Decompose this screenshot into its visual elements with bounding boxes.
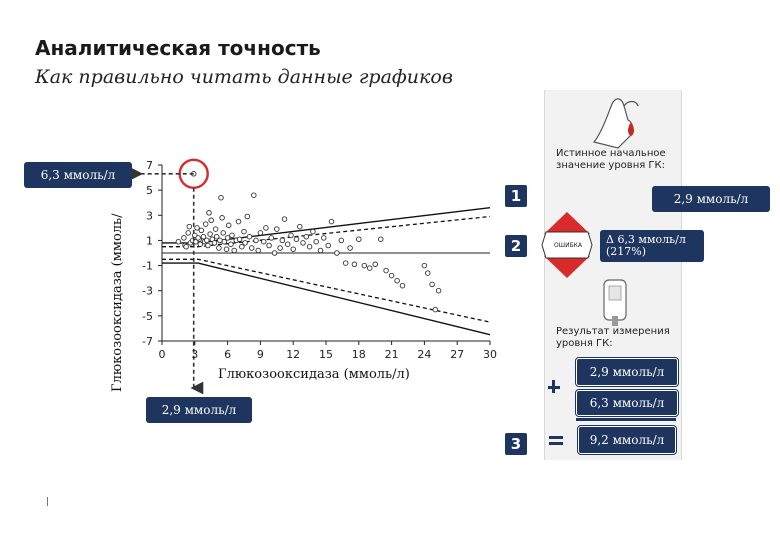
step-badge-1: 1	[505, 185, 527, 207]
data-point	[261, 239, 266, 244]
added-error-box: 6,3 ммоль/л	[576, 390, 678, 416]
equals-sign-top	[549, 436, 563, 439]
x-axis-label: Глюкозооксидаза (ммоль/л)	[218, 367, 410, 382]
data-point	[348, 246, 353, 251]
data-point	[213, 227, 218, 232]
data-point	[378, 237, 383, 242]
data-point	[291, 247, 296, 252]
data-point	[267, 243, 272, 248]
data-point	[326, 243, 331, 248]
data-point	[230, 233, 235, 238]
data-point	[254, 238, 259, 243]
data-point	[242, 229, 247, 234]
data-point	[198, 242, 203, 247]
delta-box: Δ 6,3 ммоль/л (217%)	[600, 230, 704, 262]
data-point	[249, 246, 254, 251]
data-point	[237, 237, 242, 242]
data-point	[384, 268, 389, 273]
data-point	[226, 223, 231, 228]
meter-value-box: 2,9 ммоль/л	[576, 358, 678, 386]
x-tick-label: 9	[256, 348, 264, 361]
data-point	[272, 251, 277, 256]
data-point	[217, 246, 222, 251]
data-point	[294, 237, 299, 242]
y-tick-label: 5	[146, 184, 153, 198]
data-point	[219, 195, 224, 200]
x-tick-label: 18	[351, 348, 366, 361]
y-tick-label: 1	[146, 234, 153, 248]
data-point	[433, 307, 438, 312]
y-tick-label: 3	[146, 209, 153, 223]
data-point	[264, 226, 269, 231]
data-point	[307, 244, 312, 249]
data-point	[186, 231, 191, 236]
result-label: Результат измерения уровня ГК:	[556, 326, 670, 349]
page-title: Аналитическая точность	[35, 36, 321, 60]
page-subtitle: Как правильно читать данные графиков	[35, 66, 453, 88]
x-tick-label: 27	[450, 348, 465, 361]
data-point	[318, 248, 323, 253]
data-point	[322, 236, 327, 241]
glucose-meter-icon	[600, 276, 640, 326]
error-label: ОШИБКА	[553, 242, 583, 249]
data-point	[222, 239, 227, 244]
step-badge-3: 3	[505, 433, 527, 455]
y-tick-label: 7	[146, 159, 153, 172]
y-tick-label: -5	[142, 309, 153, 323]
data-point	[282, 217, 287, 222]
data-point	[252, 193, 257, 198]
data-point	[367, 266, 372, 271]
data-point	[373, 262, 378, 267]
data-point	[256, 248, 261, 253]
data-point	[352, 262, 357, 267]
y-tick-label: -1	[142, 259, 153, 273]
x-tick-label: 24	[417, 348, 432, 361]
data-point	[208, 232, 213, 237]
data-point	[357, 237, 362, 242]
data-point	[335, 251, 340, 256]
result-value-box: 9,2 ммоль/л	[578, 426, 676, 454]
data-point	[436, 288, 441, 293]
data-point	[289, 233, 294, 238]
hand-with-drop-icon	[588, 92, 668, 152]
data-point	[425, 271, 430, 276]
data-point	[314, 239, 319, 244]
data-point	[269, 236, 274, 241]
data-point	[187, 224, 192, 229]
data-point	[221, 231, 226, 236]
data-point	[220, 216, 225, 221]
x-tick-label: 21	[384, 348, 399, 361]
data-point	[301, 241, 306, 246]
x-tick-label: 3	[191, 348, 199, 361]
data-point	[343, 261, 348, 266]
data-point	[304, 234, 309, 239]
tick-labels	[142, 159, 497, 361]
data-point	[258, 231, 263, 236]
data-point	[339, 238, 344, 243]
data-point	[389, 273, 394, 278]
equals-sign-bottom	[549, 442, 563, 445]
data-point	[311, 229, 316, 234]
data-point	[240, 244, 245, 249]
data-point	[430, 282, 435, 287]
y-tick-label: -7	[142, 335, 153, 348]
x-tick-label: 15	[319, 348, 333, 361]
bottom-value-box: 2,9 ммоль/л	[146, 397, 252, 423]
data-point	[184, 244, 189, 249]
data-point	[205, 238, 210, 243]
data-point	[285, 242, 290, 247]
left-value-box: 6,3 ммоль/л	[24, 162, 132, 188]
true-value-box: 2,9 ммоль/л	[652, 186, 770, 212]
data-point	[176, 239, 181, 244]
data-point	[275, 227, 280, 232]
data-point	[182, 236, 187, 241]
data-point	[207, 211, 212, 216]
data-point	[329, 219, 334, 224]
y-tick-label: -3	[142, 284, 153, 298]
data-point	[278, 246, 283, 251]
plus-sign-vertical	[552, 380, 555, 393]
data-point	[400, 283, 405, 288]
reference-lines	[162, 208, 490, 335]
data-point	[243, 241, 248, 246]
x-tick-label: 30	[483, 348, 497, 361]
chart-axes	[158, 165, 490, 345]
data-point	[196, 236, 201, 241]
data-point	[224, 247, 229, 252]
data-point	[225, 236, 230, 241]
data-point	[247, 234, 252, 239]
solid-lower-line	[162, 263, 490, 335]
step-badge-2: 2	[505, 235, 527, 257]
x-tick-label: 12	[286, 348, 301, 361]
data-point	[218, 238, 223, 243]
data-point	[245, 214, 250, 219]
data-point	[422, 263, 427, 268]
data-point	[298, 224, 303, 229]
data-point	[209, 218, 214, 223]
true-value-label: Истинное начальное значение уровня ГК:	[556, 148, 666, 171]
data-point	[280, 238, 285, 243]
y-axis-label: Глюкозооксидаза (ммоль/	[110, 213, 125, 392]
data-point	[236, 219, 241, 224]
data-point	[362, 263, 367, 268]
data-point	[212, 241, 217, 246]
sum-divider	[576, 418, 676, 421]
data-point	[232, 248, 237, 253]
data-point	[203, 222, 208, 227]
x-tick-label: 6	[224, 348, 232, 361]
data-point	[395, 278, 400, 283]
data-point	[195, 226, 200, 231]
data-point	[206, 243, 211, 248]
data-point	[199, 228, 204, 233]
data-point	[229, 242, 234, 247]
footer-mark	[47, 497, 48, 506]
x-tick-label: 0	[158, 348, 166, 361]
